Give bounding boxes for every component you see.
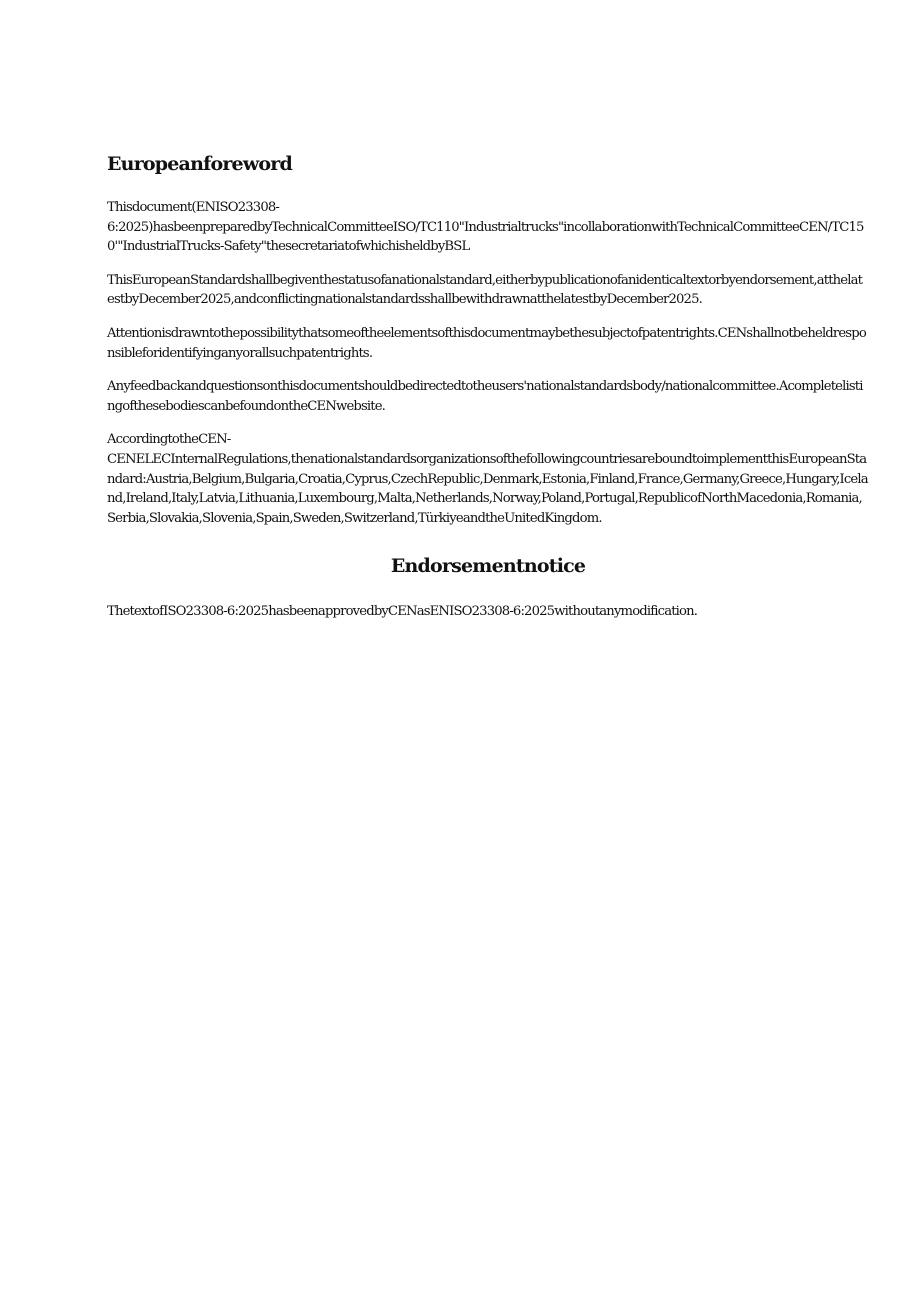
- foreword-paragraph-2: ThisEuropeanStandardshallbegiventhestatusofanationalstandard,eitherbypublicationofanidenticaltextorbyendorsement,atthelatestbyDecember2025,andconflictingnationalstandardsshallbewithdrawnatthelatestbyDecember2025.: [107, 272, 863, 308]
- foreword-paragraph-5: AccordingtotheCEN- CENELECInternalRegulations,thenationalstandardsorganizationsofthefollowingcountriesareboundtoimplementthisEuropeanStandard:Austria,Belgium,Bulgaria,Croatia,Cyprus,CzechRepublic,Denmark,Estonia,Finland,France,Germany,Greece,Hungary,Iceland,Ireland,Italy,Latvia,Lithuania,Luxembourg,Malta,Netherlands,Norway,Poland,Portugal,RepublicofNorthMacedonia,Romania,Serbia,Slovakia,Slovenia,Spain,Sweden,Switzerland,TürkiyeandtheUnitedKingdom.: [107, 432, 868, 526]
- foreword-heading: Europeanforeword: [107, 153, 292, 175]
- foreword-paragraph-4: Anyfeedbackandquestionsonthisdocumentshouldbedirectedtotheusers'nationalstandardsbody/nationalcommittee.AcompletelistingofthesebodiescanbefoundontheCENwebsite.: [107, 379, 863, 414]
- foreword-paragraph-3: Attentionisdrawntothepossibilitythatsomeoftheelementsofthisdocumentmaybethesubjectofpatentrights.CENshallnotbeheldresponsibleforidentifyinganyorallsuchpatentrights.: [107, 325, 866, 361]
- document-page: [107, 150, 869, 636]
- endorsement-heading: Endorsementnotice: [390, 555, 586, 578]
- endorsement-text: ThetextofISO23308-6:2025hasbeenapprovedbyCENasENISO23308-6:2025withoutanymodification.: [107, 604, 698, 620]
- foreword-paragraph-1: Thisdocument(ENISO23308- 6:2025)hasbeenpreparedbyTechnicalCommitteeISO/TC110"Industrialtrucks"incollaborationwithTechnicalCommitteeCEN/TC150'"IndustrialTrucks-Safety"thesecretariatofwhichisheldbyBSL: [107, 200, 864, 255]
